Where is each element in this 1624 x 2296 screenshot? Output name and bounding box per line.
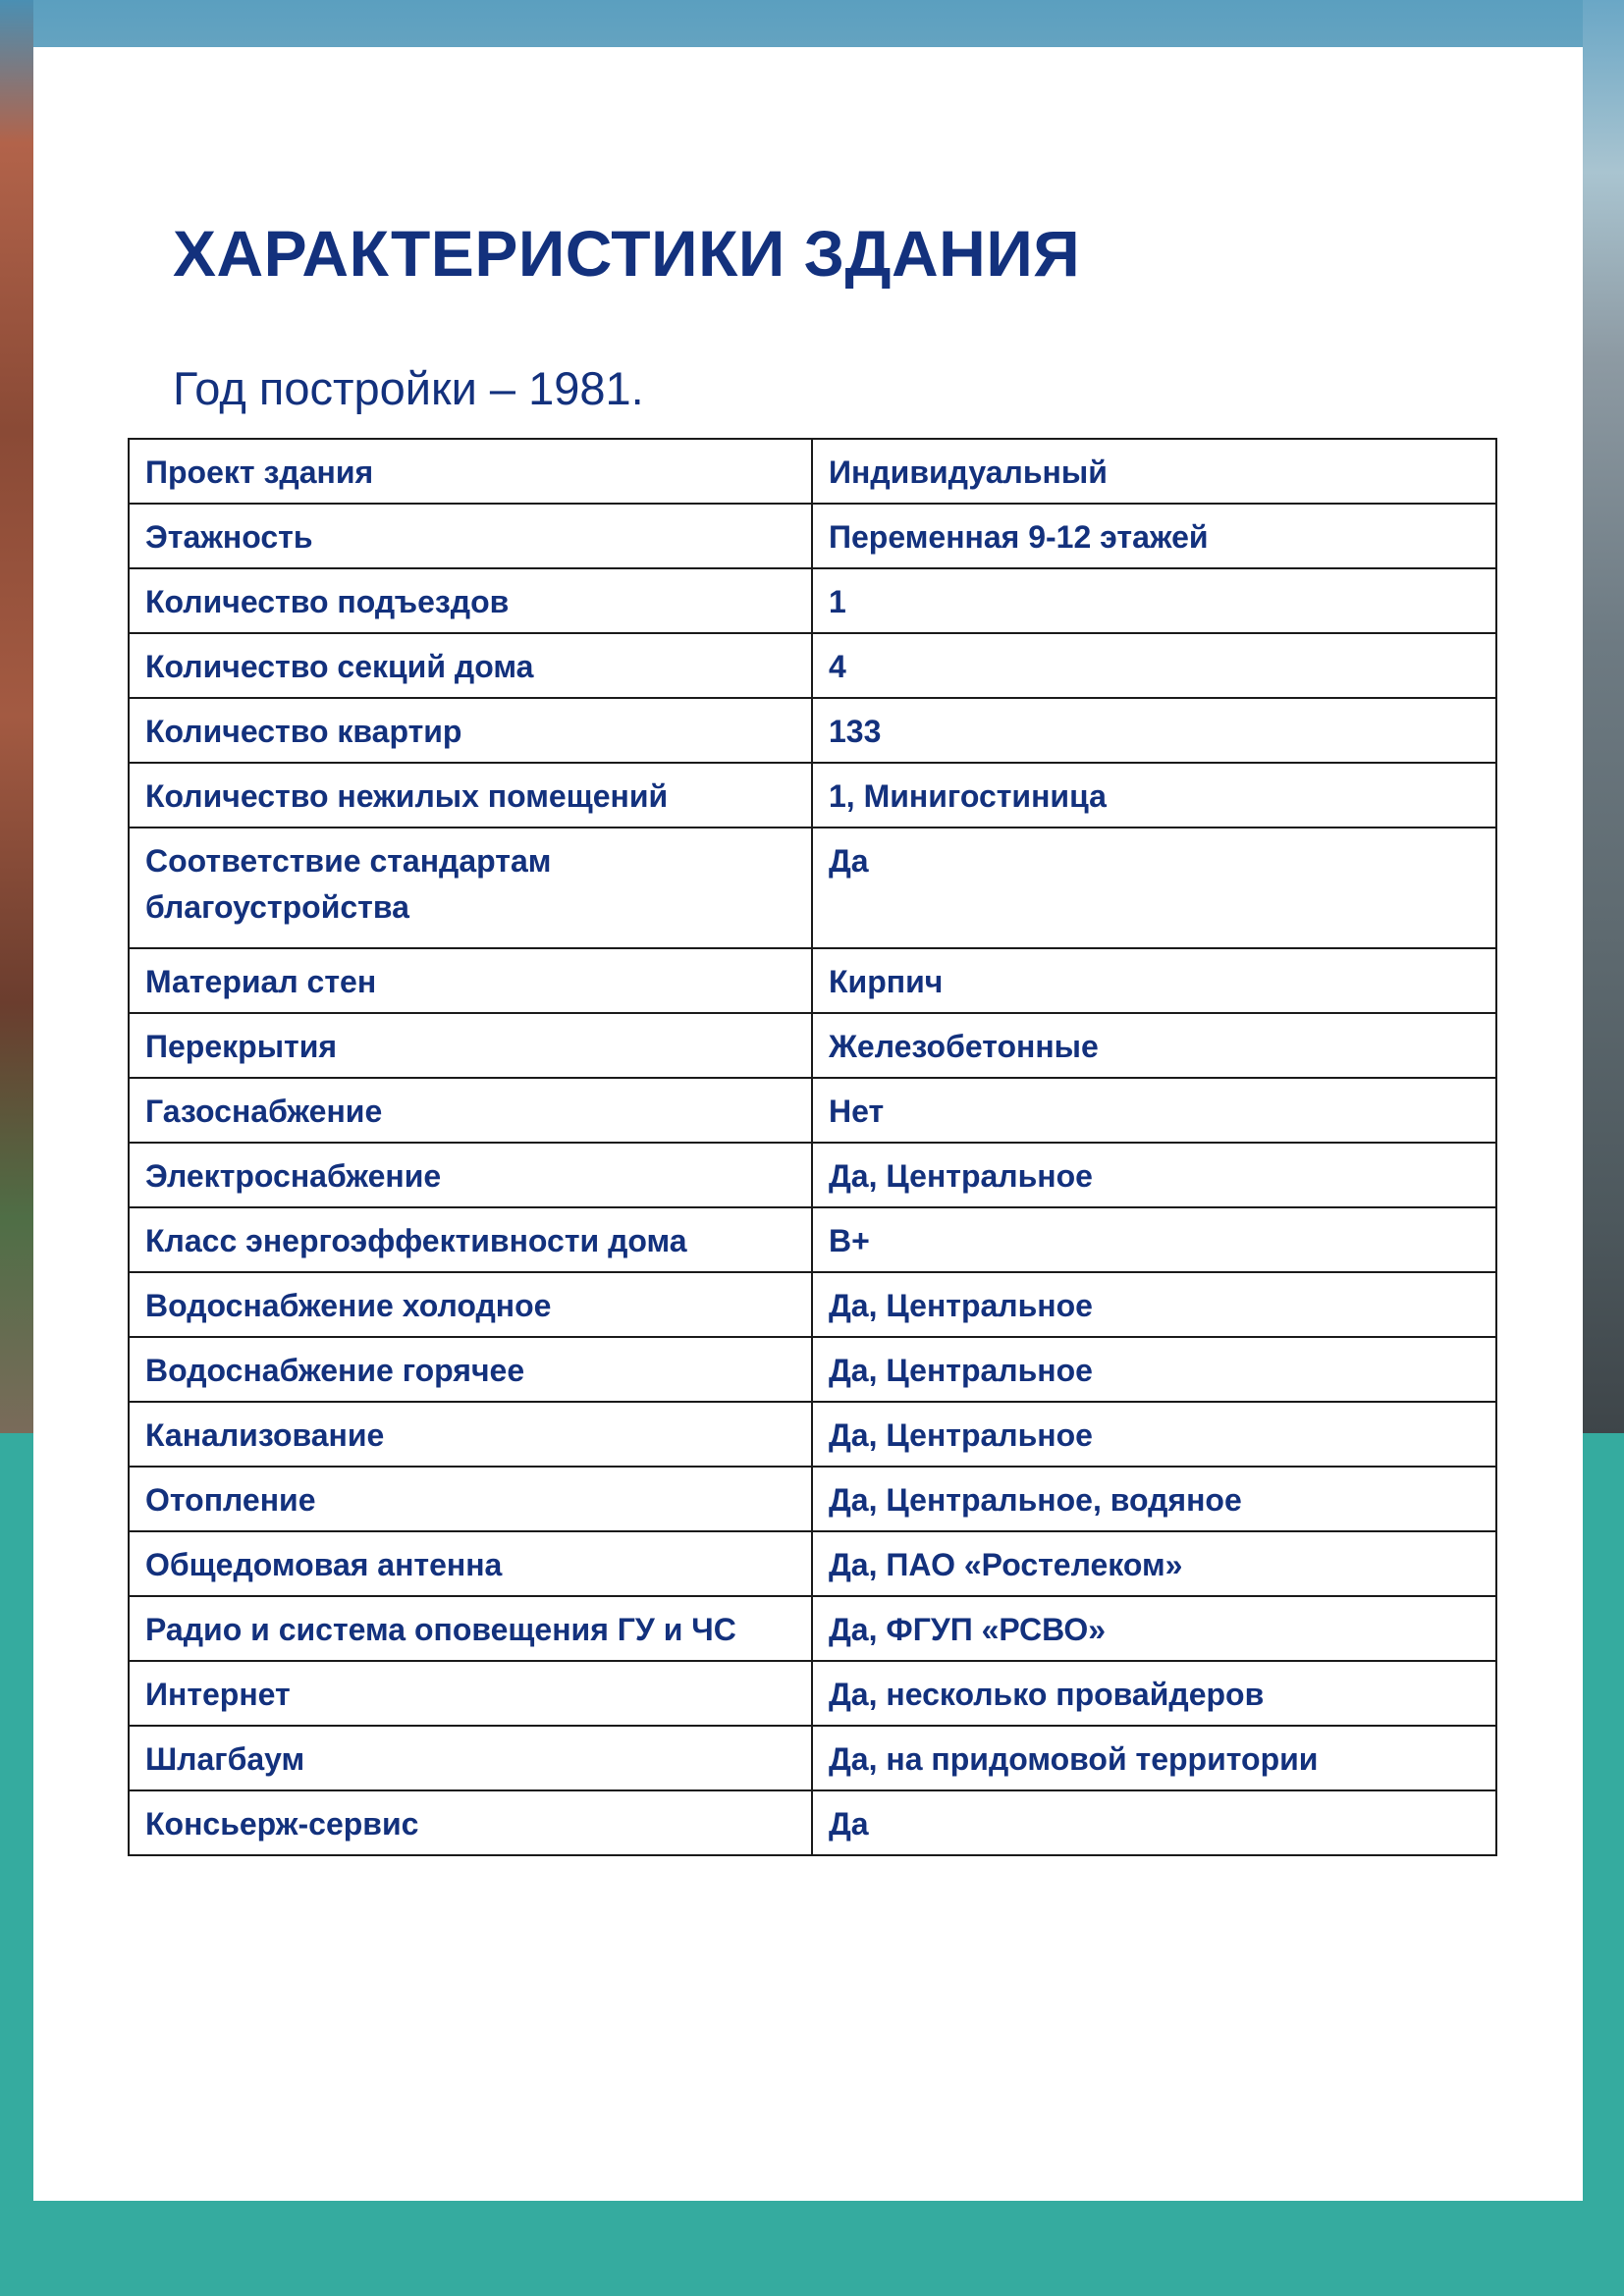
table-row xyxy=(129,1596,1496,1661)
row-label: Электроснабжение xyxy=(129,1143,812,1207)
table-row xyxy=(129,1337,1496,1402)
building-specs-table xyxy=(128,438,1497,1856)
row-label: Количество подъездов xyxy=(129,568,812,633)
row-label: Соответствие стандартам благоустройства xyxy=(129,828,812,948)
row-label: Радио и система оповещения ГУ и ЧС xyxy=(129,1596,812,1661)
row-label: Количество секций дома xyxy=(129,633,812,698)
row-label: Канализование xyxy=(129,1402,812,1467)
table-row xyxy=(129,439,1496,504)
row-label: Перекрытия xyxy=(129,1013,812,1078)
row-label: Водоснабжение холодное xyxy=(129,1272,812,1337)
table-row xyxy=(129,633,1496,698)
row-label: Общедомовая антенна xyxy=(129,1531,812,1596)
row-value: Да, Центральное xyxy=(812,1402,1496,1467)
row-value: Да, Центральное xyxy=(812,1337,1496,1402)
row-value: 1, Минигостиница xyxy=(812,763,1496,828)
row-label: Консьерж-сервис xyxy=(129,1790,812,1855)
row-label: Проект здания xyxy=(129,439,812,504)
table-row xyxy=(129,763,1496,828)
table-row xyxy=(129,1272,1496,1337)
table-row xyxy=(129,698,1496,763)
row-label: Класс энергоэффективности дома xyxy=(129,1207,812,1272)
row-value: Да, Центральное xyxy=(812,1272,1496,1337)
row-value: Да xyxy=(812,828,1496,948)
row-label: Количество нежилых помещений xyxy=(129,763,812,828)
table-row xyxy=(129,1790,1496,1855)
table-row xyxy=(129,1726,1496,1790)
table-row xyxy=(129,1078,1496,1143)
row-value: 1 xyxy=(812,568,1496,633)
row-label: Водоснабжение горячее xyxy=(129,1337,812,1402)
row-value: 4 xyxy=(812,633,1496,698)
table-row xyxy=(129,1013,1496,1078)
table-row xyxy=(129,568,1496,633)
row-value: Да, несколько провайдеров xyxy=(812,1661,1496,1726)
row-value: Да, Центральное, водяное xyxy=(812,1467,1496,1531)
table-row xyxy=(129,948,1496,1013)
row-label: Материал стен xyxy=(129,948,812,1013)
build-year: Год постройки – 1981. xyxy=(173,362,644,414)
row-label: Этажность xyxy=(129,504,812,568)
row-value: Да, ФГУП «РСВО» xyxy=(812,1596,1496,1661)
row-value: В+ xyxy=(812,1207,1496,1272)
table-row xyxy=(129,828,1496,948)
background-photo-left-edge xyxy=(0,0,33,1433)
table-row xyxy=(129,1207,1496,1272)
row-label: Интернет xyxy=(129,1661,812,1726)
row-value: Да, ПАО «Ростелеком» xyxy=(812,1531,1496,1596)
row-label: Отопление xyxy=(129,1467,812,1531)
row-value: Индивидуальный xyxy=(812,439,1496,504)
row-label: Газоснабжение xyxy=(129,1078,812,1143)
table-row xyxy=(129,1531,1496,1596)
row-value: Да, Центральное xyxy=(812,1143,1496,1207)
row-value: Кирпич xyxy=(812,948,1496,1013)
background-photo-right-edge xyxy=(1583,0,1624,1433)
page-title: ХАРАКТЕРИСТИКИ ЗДАНИЯ xyxy=(173,217,1081,290)
row-label: Шлагбаум xyxy=(129,1726,812,1790)
row-value: Да xyxy=(812,1790,1496,1855)
row-value: Переменная 9-12 этажей xyxy=(812,504,1496,568)
row-label: Количество квартир xyxy=(129,698,812,763)
table-row xyxy=(129,1467,1496,1531)
document-card xyxy=(33,47,1583,2201)
table-row xyxy=(129,1661,1496,1726)
row-value: Да, на придомовой территории xyxy=(812,1726,1496,1790)
table-row xyxy=(129,1402,1496,1467)
row-value: Железобетонные xyxy=(812,1013,1496,1078)
row-value: Нет xyxy=(812,1078,1496,1143)
row-value: 133 xyxy=(812,698,1496,763)
table-row xyxy=(129,504,1496,568)
table-row xyxy=(129,1143,1496,1207)
